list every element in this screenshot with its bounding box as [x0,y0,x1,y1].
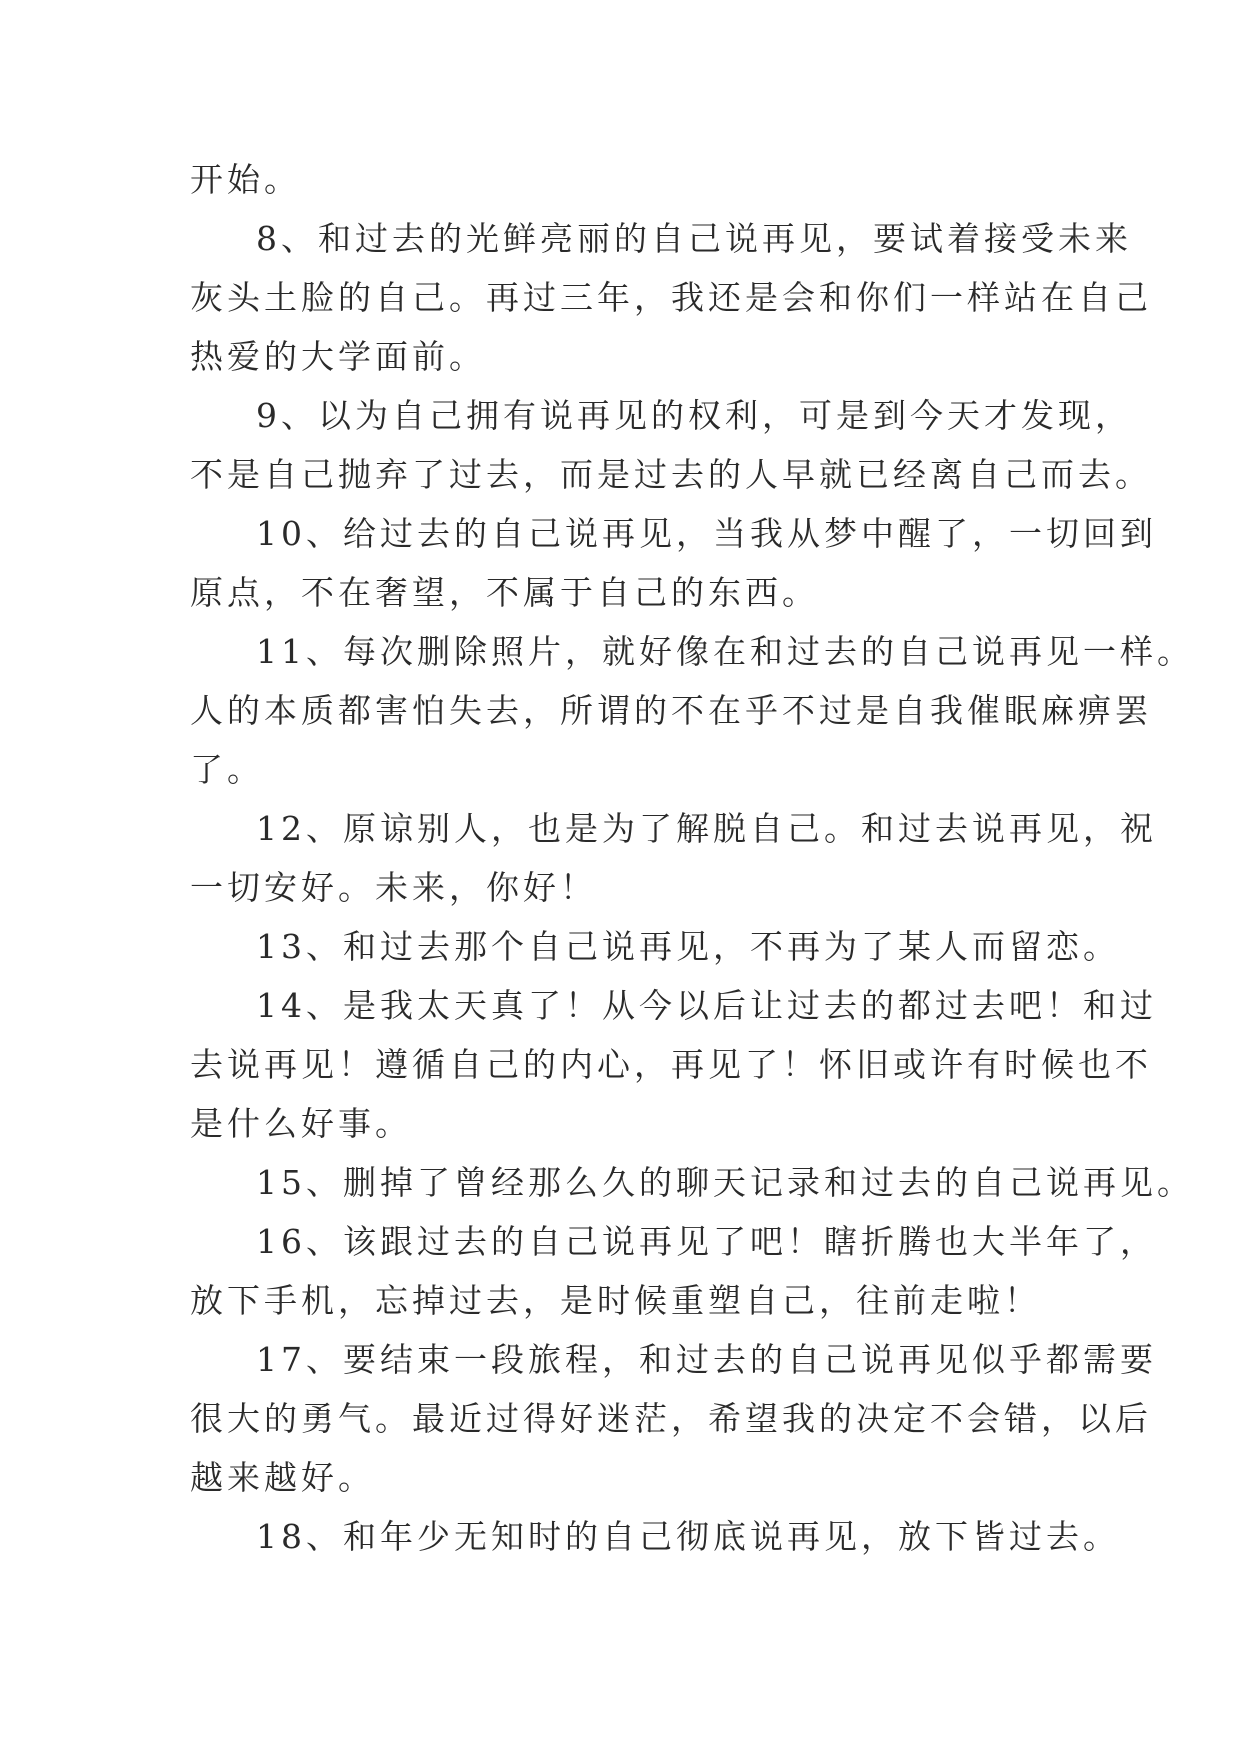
paragraph-item-15 [190,1153,1194,1212]
document-body [190,150,1194,1566]
text-line: 13、和过去那个自己说再见，不再为了某人而留恋。 [256,927,1120,966]
text-line: 去说再见！遵循自己的内心，再见了！怀旧或许有时候也不 [190,1045,1152,1084]
text-line: 开始。 [190,160,301,199]
text-line: 16、该跟过去的自己说再见了吧！瞎折腾也大半年了， [256,1222,1157,1261]
text-line: 10、给过去的自己说再见，当我从梦中醒了，一切回到 [256,514,1157,553]
text-line: 12、原谅别人，也是为了解脱自己。和过去说再见，祝 [256,809,1157,848]
text-line: 18、和年少无知时的自己彻底说再见，放下皆过去。 [256,1517,1120,1556]
text-line: 了。 [190,750,264,789]
text-line: 人的本质都害怕失去，所谓的不在乎不过是自我催眠麻痹罢 [190,691,1152,730]
text-line: 一切安好。未来，你好！ [190,868,597,907]
text-line: 11、每次删除照片，就好像在和过去的自己说再见一样。 [256,632,1194,671]
paragraph-item-8 [190,209,1152,386]
paragraph-item-17 [190,1330,1157,1507]
text-line: 15、删掉了曾经那么久的聊天记录和过去的自己说再见。 [256,1163,1194,1202]
text-line: 8、和过去的光鲜亮丽的自己说再见，要试着接受未来 [256,219,1132,258]
paragraph-fragment [190,150,1070,209]
text-line: 9、以为自己拥有说再见的权利，可是到今天才发现， [256,396,1132,435]
text-line: 14、是我太天真了！从今以后让过去的都过去吧！和过 [256,986,1157,1025]
text-line: 放下手机，忘掉过去，是时候重塑自己，往前走啦！ [190,1281,1041,1320]
paragraph-item-14 [190,976,1157,1153]
paragraph-item-18 [190,1507,1120,1566]
text-line: 不是自己抛弃了过去，而是过去的人早就已经离自己而去。 [190,455,1152,494]
paragraph-item-9 [190,386,1152,504]
paragraph-item-11 [190,622,1194,799]
paragraph-item-16 [190,1212,1157,1330]
paragraph-item-13 [190,917,1120,976]
text-line: 17、要结束一段旅程，和过去的自己说再见似乎都需要 [256,1340,1157,1379]
text-line: 是什么好事。 [190,1104,412,1143]
text-line: 越来越好。 [190,1458,375,1497]
text-line: 原点，不在奢望，不属于自己的东西。 [190,573,819,612]
paragraph-item-12 [190,799,1157,917]
text-line: 热爱的大学面前。 [190,337,486,376]
text-line: 灰头土脸的自己。再过三年，我还是会和你们一样站在自己 [190,278,1152,317]
text-line: 很大的勇气。最近过得好迷茫，希望我的决定不会错，以后 [190,1399,1152,1438]
paragraph-item-10 [190,504,1157,622]
